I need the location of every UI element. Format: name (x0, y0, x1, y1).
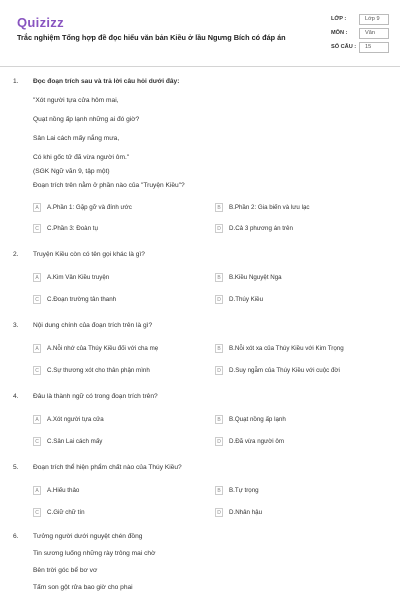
option-a[interactable] (33, 415, 104, 424)
option-a[interactable] (33, 273, 109, 282)
option-c[interactable] (33, 508, 85, 517)
option-b[interactable] (215, 203, 310, 212)
passage-line: Có khi gốc tử đã vừa người ôm." (33, 154, 130, 161)
question-prompt: Nội dung chính của đoạn trích trên là gì? (33, 322, 153, 329)
option-c[interactable] (33, 224, 98, 233)
option-letter-box: B (215, 203, 223, 212)
option-text: B.Nỗi xót xa của Thúy Kiều với Kim Trọng (229, 345, 344, 352)
option-a[interactable] (33, 203, 132, 212)
option-letter-box: A (33, 486, 41, 495)
passage-line: Tấm son gột rửa bao giờ cho phai (33, 584, 133, 591)
question-prompt: Đâu là thành ngữ có trong đoạn trích trên? (33, 393, 158, 400)
option-letter-box: A (33, 273, 41, 282)
option-d[interactable] (215, 295, 263, 304)
option-b[interactable] (215, 344, 344, 353)
question-5 (13, 464, 388, 524)
question-prompt: Đọc đoạn trích sau và trả lời câu hỏi dưới đây: (33, 78, 180, 85)
option-letter-box: D (215, 366, 223, 375)
option-d[interactable] (215, 224, 293, 233)
option-text: A.Kim Vân Kiều truyện (47, 274, 110, 281)
option-letter-box: B (215, 344, 223, 353)
option-b[interactable] (215, 415, 286, 424)
meta-value: Văn (359, 28, 389, 39)
option-a[interactable] (33, 486, 79, 495)
option-a[interactable] (33, 344, 158, 353)
option-letter-box: B (215, 486, 223, 495)
option-text: B.Quạt nồng ấp lạnh (229, 416, 286, 423)
passage-line: Bên trời góc bể bơ vơ (33, 567, 98, 574)
passage-line: (SGK Ngữ văn 9, tập một) (33, 168, 110, 175)
option-letter-box: D (215, 508, 223, 517)
option-b[interactable] (215, 486, 259, 495)
passage-line: Tin sương luống những rày trông mai chờ (33, 550, 156, 557)
option-letter-box: C (33, 224, 41, 233)
meta-value: Lớp 9 (359, 14, 389, 25)
option-text: B.Phần 2: Gia biến và lưu lạc (229, 204, 310, 211)
option-letter-box: C (33, 508, 41, 517)
option-text: C.Sân Lai cách mấy (47, 438, 103, 445)
option-text: D.Thúy Kiều (229, 296, 264, 303)
option-letter-box: D (215, 224, 223, 233)
option-text: D.Nhân hậu (229, 509, 263, 516)
meta-value: 15 (359, 42, 389, 53)
option-text: B.Tự trọng (229, 487, 259, 494)
meta-row-subject (331, 26, 389, 40)
meta-table (331, 12, 389, 54)
option-letter-box: C (33, 366, 41, 375)
option-letter-box: D (215, 295, 223, 304)
passage-line: Đoạn trích trên nằm ở phần nào của "Truyện Kiều"? (33, 182, 185, 189)
question-number: 3. (13, 322, 19, 329)
option-letter-box: A (33, 203, 41, 212)
option-text: B.Kiều Nguyệt Nga (229, 274, 282, 281)
question-1 (13, 78, 388, 243)
option-letter-box: D (215, 437, 223, 446)
option-d[interactable] (215, 437, 284, 446)
question-6-continued (13, 584, 388, 596)
option-letter-box: C (33, 295, 41, 304)
question-number: 1. (13, 78, 19, 85)
passage-line: Sân Lai cách mấy nắng mưa, (33, 135, 120, 142)
page-title: Trắc nghiệm Tổng hợp đề đọc hiểu văn bản Kiều ở lầu Ngưng Bích có đáp án (17, 33, 286, 42)
option-text: A.Nỗi nhớ của Thúy Kiều đối với cha mẹ (47, 345, 159, 352)
question-number: 6. (13, 533, 19, 540)
passage-line: "Xót người tựa cửa hôm mai, (33, 97, 119, 104)
option-letter-box: A (33, 415, 41, 424)
option-text: D.Đã vừa người ôm (229, 438, 284, 445)
option-text: A.Xót người tựa cửa (47, 416, 104, 423)
option-text: C.Giữ chữ tín (47, 509, 85, 516)
option-c[interactable] (33, 295, 116, 304)
question-number: 2. (13, 251, 19, 258)
option-text: A.Phần 1: Gặp gỡ và đính ước (47, 204, 132, 211)
quizizz-logo: Quizizz (17, 15, 64, 30)
question-prompt: Đoạn trích thể hiện phẩm chất nào của Thúy Kiều? (33, 464, 182, 471)
option-text: C.Đoạn trường tân thanh (47, 296, 117, 303)
meta-key: MÔN : (331, 30, 348, 36)
option-letter-box: A (33, 344, 41, 353)
option-d[interactable] (215, 366, 340, 375)
question-2 (13, 251, 388, 311)
option-text: C.Phần 3: Đoàn tụ (47, 225, 98, 232)
option-letter-box: B (215, 415, 223, 424)
option-b[interactable] (215, 273, 282, 282)
option-d[interactable] (215, 508, 262, 517)
question-4 (13, 393, 388, 453)
meta-key: SỐ CÂU : (331, 44, 357, 50)
question-prompt: Truyện Kiều còn có tên gọi khác là gì? (33, 251, 145, 258)
meta-row-grade (331, 12, 389, 26)
question-3 (13, 322, 388, 382)
meta-key: LỚP : (331, 16, 347, 22)
header-divider (0, 66, 400, 67)
option-text: D.Cả 3 phương án trên (229, 225, 293, 232)
option-letter-box: C (33, 437, 41, 446)
option-text: C.Sự thương xót cho thân phận mình (47, 367, 150, 374)
passage-line: Quạt nồng ấp lạnh những ai đó giờ? (33, 116, 140, 123)
option-letter-box: B (215, 273, 223, 282)
question-number: 4. (13, 393, 19, 400)
question-prompt: Tưởng người dưới nguyệt chén đồng (33, 533, 143, 540)
option-c[interactable] (33, 366, 150, 375)
meta-row-count (331, 40, 389, 54)
option-c[interactable] (33, 437, 102, 446)
option-text: D.Suy ngẫm của Thúy Kiều với cuộc đời (229, 367, 340, 374)
question-number: 5. (13, 464, 19, 471)
option-text: A.Hiếu thảo (47, 487, 80, 494)
